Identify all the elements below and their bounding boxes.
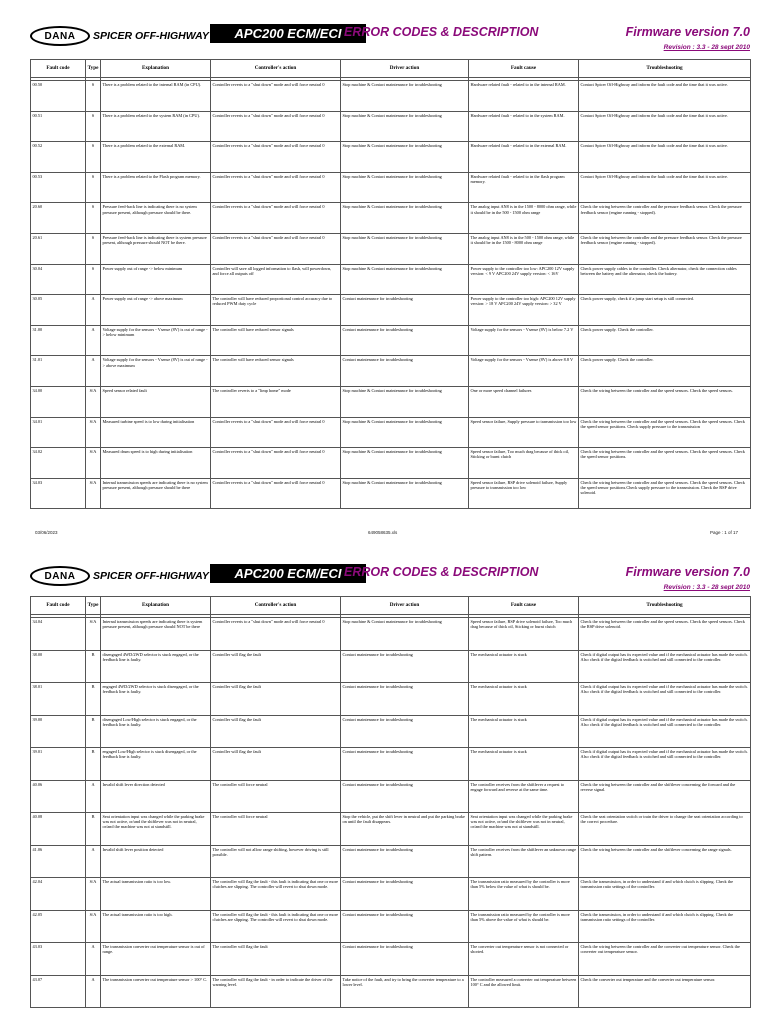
fault-code-cell: 41.06 bbox=[31, 845, 86, 878]
column-header-explanation: Explanation bbox=[101, 60, 211, 78]
table-row bbox=[31, 878, 751, 911]
fault-code-cell: 42.05 bbox=[31, 910, 86, 943]
explanation-cell: engaged 4WD/2WD selector is stuck disengaged, or the feedback line is faulty. bbox=[101, 683, 211, 716]
troubleshooting-cell: Check the wiring between the controller and the pressure feedback sensor. Check the pressure feedback sensor (engine running - stopped). bbox=[579, 233, 751, 264]
table-row bbox=[31, 845, 751, 878]
controllers-action-cell: Controller reverts to a "shut down" mode and will force neutral 0 bbox=[211, 111, 341, 142]
table-row bbox=[31, 780, 751, 813]
column-header-driver-action: Driver action bbox=[341, 597, 469, 615]
type-cell: B bbox=[86, 715, 101, 748]
fault-cause-cell: Speed sensor failure, Too much drag because of thick oil, Sticking or burnt clutch bbox=[469, 448, 579, 479]
fault-code-cell: 00.51 bbox=[31, 111, 86, 142]
fault-code-cell: 40.08 bbox=[31, 813, 86, 846]
type-cell: S bbox=[86, 203, 101, 234]
type-cell: S/A bbox=[86, 386, 101, 417]
column-header-troubleshooting: Troubleshooting bbox=[579, 597, 751, 615]
table-row bbox=[31, 618, 751, 651]
spicer-brand-text: SPICER OFF-HIGHWAY bbox=[93, 570, 209, 582]
driver-action-cell: Stop machine & Contact maintenance for troubleshooting bbox=[341, 111, 469, 142]
fault-cause-cell: The transmission ratio measured by the controller is more than 5% below the value of what is should be. bbox=[469, 878, 579, 911]
driver-action-cell: Contact maintenance for troubleshooting bbox=[341, 295, 469, 326]
troubleshooting-cell: Check the wiring between the controller and the speed sensors. Check the speed sensors. Check the speed sensor positions. Check supply pressure to the transmission bbox=[579, 417, 751, 448]
controllers-action-cell: Controller reverts to a "shut down" mode and will force neutral 0 bbox=[211, 81, 341, 112]
driver-action-cell: Contact maintenance for troubleshooting bbox=[341, 943, 469, 976]
explanation-cell: Measured drum speed is to high during initialisation bbox=[101, 448, 211, 479]
driver-action-cell: Stop machine & Contact maintenance for troubleshooting bbox=[341, 203, 469, 234]
troubleshooting-cell: Contact Spicer Off-Highway and inform the fault code and the time that it was active. bbox=[579, 172, 751, 203]
fault-code-cell: 34.02 bbox=[31, 448, 86, 479]
fault-code-cell: 34.00 bbox=[31, 386, 86, 417]
troubleshooting-cell: Check if digital output has its expected value and if the mechanical actuator has made the switch. Also check if the digital feedback is switched and still connected to the controller. bbox=[579, 748, 751, 781]
table-row bbox=[31, 715, 751, 748]
table-header-row bbox=[31, 60, 751, 78]
table-row bbox=[31, 81, 751, 112]
table-row bbox=[31, 748, 751, 781]
explanation-cell: Pressure feed-back line is indicating there is no system pressure present, although pressure should be there. bbox=[101, 203, 211, 234]
fault-code-cell: 42.04 bbox=[31, 878, 86, 911]
fault-code-cell: 20.60 bbox=[31, 203, 86, 234]
controllers-action-cell: Controller reverts to a "shut down" mode and will force neutral 0 bbox=[211, 478, 341, 509]
document-title: ERROR CODES & DESCRIPTION bbox=[344, 25, 539, 39]
column-header-driver-action: Driver action bbox=[341, 60, 469, 78]
explanation-cell: The actual transmission ratio is too low. bbox=[101, 878, 211, 911]
fault-cause-cell: The mechanical actuator is stuck bbox=[469, 715, 579, 748]
type-cell: B bbox=[86, 813, 101, 846]
column-header-troubleshooting: Troubleshooting bbox=[579, 60, 751, 78]
controllers-action-cell: Controller reverts to a "shut down" mode and will force neutral 0 bbox=[211, 142, 341, 173]
fault-cause-cell: The converter out temperature sensor is not connected or shorted. bbox=[469, 943, 579, 976]
fault-code-cell: 38.01 bbox=[31, 683, 86, 716]
controllers-action-cell: The controller will force neutral bbox=[211, 780, 341, 813]
explanation-cell: Speed sensor related fault bbox=[101, 386, 211, 417]
fault-code-cell: 34.01 bbox=[31, 417, 86, 448]
driver-action-cell: Contact maintenance for troubleshooting bbox=[341, 878, 469, 911]
fault-cause-cell: Hardware related fault - related to in the flash program memory. bbox=[469, 172, 579, 203]
type-cell: S/A bbox=[86, 448, 101, 479]
troubleshooting-cell: Check the wiring between the controller and the speed sensors. Check the speed sensors. Check the speed sensor positions. bbox=[579, 448, 751, 479]
controllers-action-cell: The controller will have reduced proportional control accuracy due to reduced PWM duty cycle bbox=[211, 295, 341, 326]
controllers-action-cell: The controller will flag the fault - this fault is indicating that one or more clutches are slipping. The controller will revert to shut down mode. bbox=[211, 878, 341, 911]
fault-cause-cell: Hardware related fault - related to in the internal RAM. bbox=[469, 81, 579, 112]
troubleshooting-cell: Check power supply. Check the controller. bbox=[579, 325, 751, 356]
dana-logo-oval: DANA bbox=[30, 566, 90, 586]
table-row bbox=[31, 233, 751, 264]
fault-cause-cell: Power supply to the controller too high: APC200 12V supply version: > 18 V APC200 24V supply version: > 32 V bbox=[469, 295, 579, 326]
controllers-action-cell: The controller reverts to a "limp home" mode bbox=[211, 386, 341, 417]
type-cell: S bbox=[86, 264, 101, 295]
explanation-cell: Invalid shift lever position detected bbox=[101, 845, 211, 878]
controllers-action-cell: The controller will not allow range shifting, however driving is still possible. bbox=[211, 845, 341, 878]
driver-action-cell: Take notice of the fault, and try to bring the converter temperature to a lower level. bbox=[341, 975, 469, 1008]
table-body bbox=[31, 78, 751, 509]
type-cell: B bbox=[86, 650, 101, 683]
fault-cause-cell: Speed sensor failure, Supply pressure to transmission too low bbox=[469, 417, 579, 448]
type-cell: B bbox=[86, 748, 101, 781]
column-header-fault-code: Fault code bbox=[31, 597, 86, 615]
explanation-cell: Seat orientation input was changed while the parking brake was not active, or/and the shiftlever was not in neutral, or/and the machine was not at standstill. bbox=[101, 813, 211, 846]
controllers-action-cell: Controller will flag the fault bbox=[211, 715, 341, 748]
explanation-cell: There is a problem related to the Flash program memory. bbox=[101, 172, 211, 203]
fault-cause-cell: The transmission ratio measured by the controller is more than 5% above the value of what is should be. bbox=[469, 910, 579, 943]
explanation-cell: There is a problem related to the external RAM. bbox=[101, 142, 211, 173]
type-cell: S bbox=[86, 233, 101, 264]
footer-date: 03/06/2023 bbox=[35, 530, 58, 535]
column-header-fault-code: Fault code bbox=[31, 60, 86, 78]
driver-action-cell: Contact maintenance for troubleshooting bbox=[341, 650, 469, 683]
type-cell: S bbox=[86, 142, 101, 173]
fault-code-cell: 00.53 bbox=[31, 172, 86, 203]
driver-action-cell: Contact maintenance for troubleshooting bbox=[341, 325, 469, 356]
revision-label: Revision : 3.3 - 28 sept 2010 bbox=[663, 584, 750, 591]
explanation-cell: There is a problem related to the system RAM (in CPU). bbox=[101, 111, 211, 142]
driver-action-cell: Stop machine & Contact maintenance for troubleshooting bbox=[341, 386, 469, 417]
fault-cause-cell: The analog input AN8 is in the 500 - 1500 ohm range, while it should be in the 1500 - 8000 ohm range bbox=[469, 233, 579, 264]
type-cell: S bbox=[86, 111, 101, 142]
fault-code-cell: 40.06 bbox=[31, 780, 86, 813]
fault-cause-cell: Hardware related fault - related to in the system RAM. bbox=[469, 111, 579, 142]
explanation-cell: Internal transmission speeds are indicating there is no system pressure present, although pressure should be there bbox=[101, 478, 211, 509]
troubleshooting-cell: Check power supply, check if a jump start setup is still connected. bbox=[579, 295, 751, 326]
fault-cause-cell: Seat orientation input was changed while the parking brake was not active, or/and the shiftlever was not in neutral, or/and the machine was not at standstill. bbox=[469, 813, 579, 846]
table-row bbox=[31, 683, 751, 716]
table-row bbox=[31, 325, 751, 356]
fault-code-cell: 39.00 bbox=[31, 715, 86, 748]
column-header-controllers-action: Controller's action bbox=[211, 597, 341, 615]
driver-action-cell: Contact maintenance for troubleshooting bbox=[341, 683, 469, 716]
driver-action-cell: Stop machine & Contact maintenance for troubleshooting bbox=[341, 478, 469, 509]
dana-logo bbox=[30, 26, 209, 46]
explanation-cell: Pressure feed-back line is indicating there is system pressure present, although pressure should NOT be there. bbox=[101, 233, 211, 264]
controllers-action-cell: Controller will save all logged information to flash, will powerdown, and force all outputs off bbox=[211, 264, 341, 295]
fault-cause-cell: The controller receives from the shiftlever a request to engage forward and reverse at the same time. bbox=[469, 780, 579, 813]
table-row bbox=[31, 417, 751, 448]
controllers-action-cell: Controller reverts to a "shut down" mode and will force neutral 0 bbox=[211, 417, 341, 448]
explanation-cell: disengaged Low/High selector is stuck engaged, or the feedback line is faulty. bbox=[101, 715, 211, 748]
driver-action-cell: Stop machine & Contact maintenance for troubleshooting bbox=[341, 233, 469, 264]
troubleshooting-cell: Check the wiring between the controller and the speed sensors. Check the speed sensors. Check the speed sensor positions.Check supply pressure to the transmission. Check the RSP drive solenoid. bbox=[579, 478, 751, 509]
type-cell: A bbox=[86, 295, 101, 326]
controllers-action-cell: Controller reverts to a "shut down" mode and will force neutral 0 bbox=[211, 233, 341, 264]
fault-code-cell: 00.50 bbox=[31, 81, 86, 112]
table-row bbox=[31, 386, 751, 417]
driver-action-cell: Stop machine & Contact maintenance for troubleshooting bbox=[341, 264, 469, 295]
controllers-action-cell: Controller will flag the fault bbox=[211, 650, 341, 683]
troubleshooting-cell: Check power supply cables to the controller. Check alternator, check the connection cables between the battery and the alternator, check the battery. bbox=[579, 264, 751, 295]
model-label: APC200 ECM/ECI bbox=[210, 24, 366, 43]
fault-code-cell: 34.03 bbox=[31, 478, 86, 509]
column-header-type: Type bbox=[86, 60, 101, 78]
column-header-explanation: Explanation bbox=[101, 597, 211, 615]
controllers-action-cell: The controller will force neutral bbox=[211, 813, 341, 846]
revision-label: Revision : 3.3 - 28 sept 2010 bbox=[663, 44, 750, 51]
explanation-cell: disengaged 4WD/2WD selector is stuck engaged, or the feedback line is faulty. bbox=[101, 650, 211, 683]
type-cell: B bbox=[86, 683, 101, 716]
controllers-action-cell: Controller reverts to a "shut down" mode and will force neutral 0 bbox=[211, 203, 341, 234]
table-row bbox=[31, 478, 751, 509]
table-body bbox=[31, 615, 751, 1008]
column-header-fault-cause: Fault cause bbox=[469, 597, 579, 615]
table-row bbox=[31, 264, 751, 295]
troubleshooting-cell: Check power supply. Check the controller. bbox=[579, 356, 751, 387]
explanation-cell: Voltage supply for the sensors - Vsense (8V) is out of range -> above maximum bbox=[101, 356, 211, 387]
driver-action-cell: Stop machine & Contact maintenance for troubleshooting bbox=[341, 81, 469, 112]
fault-code-cell: 00.52 bbox=[31, 142, 86, 173]
controllers-action-cell: The controller will have reduced sensor signals bbox=[211, 325, 341, 356]
controllers-action-cell: Controller will flag the fault bbox=[211, 748, 341, 781]
controllers-action-cell: Controller reverts to a "shut down" mode and will force neutral 0 bbox=[211, 618, 341, 651]
explanation-cell: Power supply out of range -> below minimum bbox=[101, 264, 211, 295]
explanation-cell: The transmission converter out temperature sensor is out of range. bbox=[101, 943, 211, 976]
explanation-cell: The actual transmission ratio is too high. bbox=[101, 910, 211, 943]
troubleshooting-cell: Check the wiring between the controller and the shiftlever concerning the forward and the reverse signal. bbox=[579, 780, 751, 813]
driver-action-cell: Stop the vehicle, put the shift lever in neutral and put the parking brake on until the fault disappears. bbox=[341, 813, 469, 846]
table-row bbox=[31, 172, 751, 203]
troubleshooting-cell: Contact Spicer Off-Highway and inform the fault code and the time that it was active. bbox=[579, 81, 751, 112]
explanation-cell: Internal transmission speeds are indicating there is system pressure present, although pressure should NOT be there bbox=[101, 618, 211, 651]
explanation-cell: Voltage supply for the sensors - Vsense (8V) is out of range -> below minimum bbox=[101, 325, 211, 356]
driver-action-cell: Stop machine & Contact maintenance for troubleshooting bbox=[341, 417, 469, 448]
table-row bbox=[31, 650, 751, 683]
driver-action-cell: Stop machine & Contact maintenance for troubleshooting bbox=[341, 142, 469, 173]
firmware-version: Firmware version 7.0 bbox=[625, 565, 750, 579]
fault-code-cell: 39.01 bbox=[31, 748, 86, 781]
table-row bbox=[31, 203, 751, 234]
controllers-action-cell: Controller reverts to a "shut down" mode and will force neutral 0 bbox=[211, 448, 341, 479]
driver-action-cell: Contact maintenance for troubleshooting bbox=[341, 910, 469, 943]
table-row bbox=[31, 142, 751, 173]
driver-action-cell: Contact maintenance for troubleshooting bbox=[341, 845, 469, 878]
document-page-2 bbox=[0, 562, 768, 1024]
fault-code-cell: 38.00 bbox=[31, 650, 86, 683]
error-codes-table bbox=[30, 59, 751, 509]
controllers-action-cell: The controller will flag the fault bbox=[211, 943, 341, 976]
driver-action-cell: Stop machine & Contact maintenance for troubleshooting bbox=[341, 618, 469, 651]
driver-action-cell: Stop machine & Contact maintenance for troubleshooting bbox=[341, 172, 469, 203]
fault-cause-cell: Voltage supply for the sensors - Vsense (8V) is above 8.8 V bbox=[469, 356, 579, 387]
explanation-cell: Power supply out of range -> above maximum bbox=[101, 295, 211, 326]
table-row bbox=[31, 813, 751, 846]
controllers-action-cell: Controller will flag the fault bbox=[211, 683, 341, 716]
troubleshooting-cell: Check if digital output has its expected value and if the mechanical actuator has made the switch. Also check if the digital feedback is switched and still connected to the controller. bbox=[579, 650, 751, 683]
driver-action-cell: Contact maintenance for troubleshooting bbox=[341, 356, 469, 387]
type-cell: A bbox=[86, 845, 101, 878]
table-row bbox=[31, 111, 751, 142]
explanation-cell: Invalid shift lever direction detected bbox=[101, 780, 211, 813]
table-row bbox=[31, 356, 751, 387]
fault-code-cell: 30.05 bbox=[31, 295, 86, 326]
fault-code-cell: 20.61 bbox=[31, 233, 86, 264]
table-row bbox=[31, 943, 751, 976]
fault-cause-cell: Hardware related fault - related to in the external RAM. bbox=[469, 142, 579, 173]
type-cell: S/A bbox=[86, 878, 101, 911]
explanation-cell: There is a problem related to the internal RAM (in CPU). bbox=[101, 81, 211, 112]
troubleshooting-cell: Check if digital output has its expected value and if the mechanical actuator has made the switch. Also check if the digital feedback is switched and still connected to the controller. bbox=[579, 715, 751, 748]
table-row bbox=[31, 295, 751, 326]
fault-cause-cell: Speed sensor failure, RSP drive solenoid failure, Supply pressure to transmission too low bbox=[469, 478, 579, 509]
column-header-fault-cause: Fault cause bbox=[469, 60, 579, 78]
type-cell: A bbox=[86, 356, 101, 387]
fault-cause-cell: Power supply to the controller too low: APC200 12V supply version: < 9 V APC200 24V supply version: < 16V bbox=[469, 264, 579, 295]
fault-cause-cell: The controller receives from the shiftlever an unknown range shift pattern. bbox=[469, 845, 579, 878]
troubleshooting-cell: Check the wiring between the controller and the pressure feedback sensor. Check the pressure feedback sensor (engine running - stopped). bbox=[579, 203, 751, 234]
driver-action-cell: Contact maintenance for troubleshooting bbox=[341, 715, 469, 748]
firmware-version: Firmware version 7.0 bbox=[625, 25, 750, 39]
table-header-row bbox=[31, 597, 751, 615]
fault-cause-cell: One or more speed channel failures bbox=[469, 386, 579, 417]
footer-page-number: Page : 1 of 17 bbox=[709, 530, 738, 535]
troubleshooting-cell: Check the converter out temperature and the converter out temperature sensor. bbox=[579, 975, 751, 1008]
type-cell: S/A bbox=[86, 478, 101, 509]
table-row bbox=[31, 448, 751, 479]
fault-code-cell: 34.04 bbox=[31, 618, 86, 651]
error-codes-table bbox=[30, 596, 751, 1008]
troubleshooting-cell: Check the transmission, in order to understand if and which clutch is slipping. Check the transmission ratio settings of the controller. bbox=[579, 910, 751, 943]
column-header-controllers-action: Controller's action bbox=[211, 60, 341, 78]
footer-filename: 649058635.xls bbox=[368, 530, 398, 535]
fault-cause-cell: The controller measured a converter out temperature between 100° C and the allowed limit. bbox=[469, 975, 579, 1008]
fault-cause-cell: Voltage supply for the sensors - Vsense (8V) is below 7.2 V bbox=[469, 325, 579, 356]
troubleshooting-cell: Check the wiring between the controller and the speed sensors. Check the speed sensors. Check the RSP drive solenoid. bbox=[579, 618, 751, 651]
type-cell: A bbox=[86, 943, 101, 976]
type-cell: A bbox=[86, 780, 101, 813]
fault-code-cell: 43.03 bbox=[31, 943, 86, 976]
table-row bbox=[31, 910, 751, 943]
troubleshooting-cell: Contact Spicer Off-Highway and inform the fault code and the time that it was active. bbox=[579, 142, 751, 173]
troubleshooting-cell: Check the seat orientation switch or train the driver to change the seat orientation according to the correct procedure. bbox=[579, 813, 751, 846]
type-cell: S/A bbox=[86, 618, 101, 651]
column-header-type: Type bbox=[86, 597, 101, 615]
troubleshooting-cell: Check the wiring between the controller and the converter out temperature sensor. Check the converter out temperature sensor. bbox=[579, 943, 751, 976]
dana-logo-oval: DANA bbox=[30, 26, 90, 46]
document-title: ERROR CODES & DESCRIPTION bbox=[344, 565, 539, 579]
troubleshooting-cell: Contact Spicer Off-Highway and inform the fault code and the time that it was active. bbox=[579, 111, 751, 142]
fault-code-cell: 31.01 bbox=[31, 356, 86, 387]
driver-action-cell: Contact maintenance for troubleshooting bbox=[341, 780, 469, 813]
model-label: APC200 ECM/ECI bbox=[210, 564, 366, 583]
troubleshooting-cell: Check the transmission, in order to understand if and which clutch is slipping. Check the transmission ratio settings of the controller. bbox=[579, 878, 751, 911]
type-cell: S/A bbox=[86, 417, 101, 448]
fault-code-cell: 30.04 bbox=[31, 264, 86, 295]
driver-action-cell: Stop machine & Contact maintenance for troubleshooting bbox=[341, 448, 469, 479]
troubleshooting-cell: Check if digital output has its expected value and if the mechanical actuator has made the switch. Also check if the digital feedback is switched and still connected to the controller. bbox=[579, 683, 751, 716]
type-cell: S/A bbox=[86, 910, 101, 943]
fault-code-cell: 43.07 bbox=[31, 975, 86, 1008]
troubleshooting-cell: Check the wiring between the controller and the speed sensors. Check the speed sensors. bbox=[579, 386, 751, 417]
explanation-cell: engaged Low/High selector is stuck disengaged, or the feedback line is faulty. bbox=[101, 748, 211, 781]
controllers-action-cell: Controller reverts to a "shut down" mode and will force neutral 0 bbox=[211, 172, 341, 203]
explanation-cell: Measured turbine speed is to low during initialisation bbox=[101, 417, 211, 448]
type-cell: S bbox=[86, 172, 101, 203]
fault-cause-cell: The mechanical actuator is stuck bbox=[469, 683, 579, 716]
document-page-1 bbox=[0, 22, 768, 542]
fault-cause-cell: The mechanical actuator is stuck bbox=[469, 650, 579, 683]
table-row bbox=[31, 975, 751, 1008]
fault-code-cell: 31.00 bbox=[31, 325, 86, 356]
type-cell: S bbox=[86, 81, 101, 112]
driver-action-cell: Contact maintenance for troubleshooting bbox=[341, 748, 469, 781]
controllers-action-cell: The controller will flag the fault - in order to indicate the driver of the warning level. bbox=[211, 975, 341, 1008]
explanation-cell: The transmission converter out temperature sensor > 100° C. bbox=[101, 975, 211, 1008]
fault-cause-cell: The mechanical actuator is stuck bbox=[469, 748, 579, 781]
fault-cause-cell: The analog input AN8 is in the 1500 - 8000 ohm range, while it should be in the 500 - 1500 ohm range bbox=[469, 203, 579, 234]
troubleshooting-cell: Check the wiring between the controller and the shiftlever concerning the range signals. bbox=[579, 845, 751, 878]
controllers-action-cell: The controller will have reduced sensor signals bbox=[211, 356, 341, 387]
type-cell: A bbox=[86, 325, 101, 356]
fault-cause-cell: Speed sensor failure, RSP drive solenoid failure, Too much drag because of thick oil, Sticking or burnt clutch bbox=[469, 618, 579, 651]
spicer-brand-text: SPICER OFF-HIGHWAY bbox=[93, 30, 209, 42]
controllers-action-cell: The controller will flag the fault - this fault is indicating that one or more clutches are slipping. The controller will revert to shut down mode. bbox=[211, 910, 341, 943]
dana-logo bbox=[30, 566, 209, 586]
type-cell: A bbox=[86, 975, 101, 1008]
